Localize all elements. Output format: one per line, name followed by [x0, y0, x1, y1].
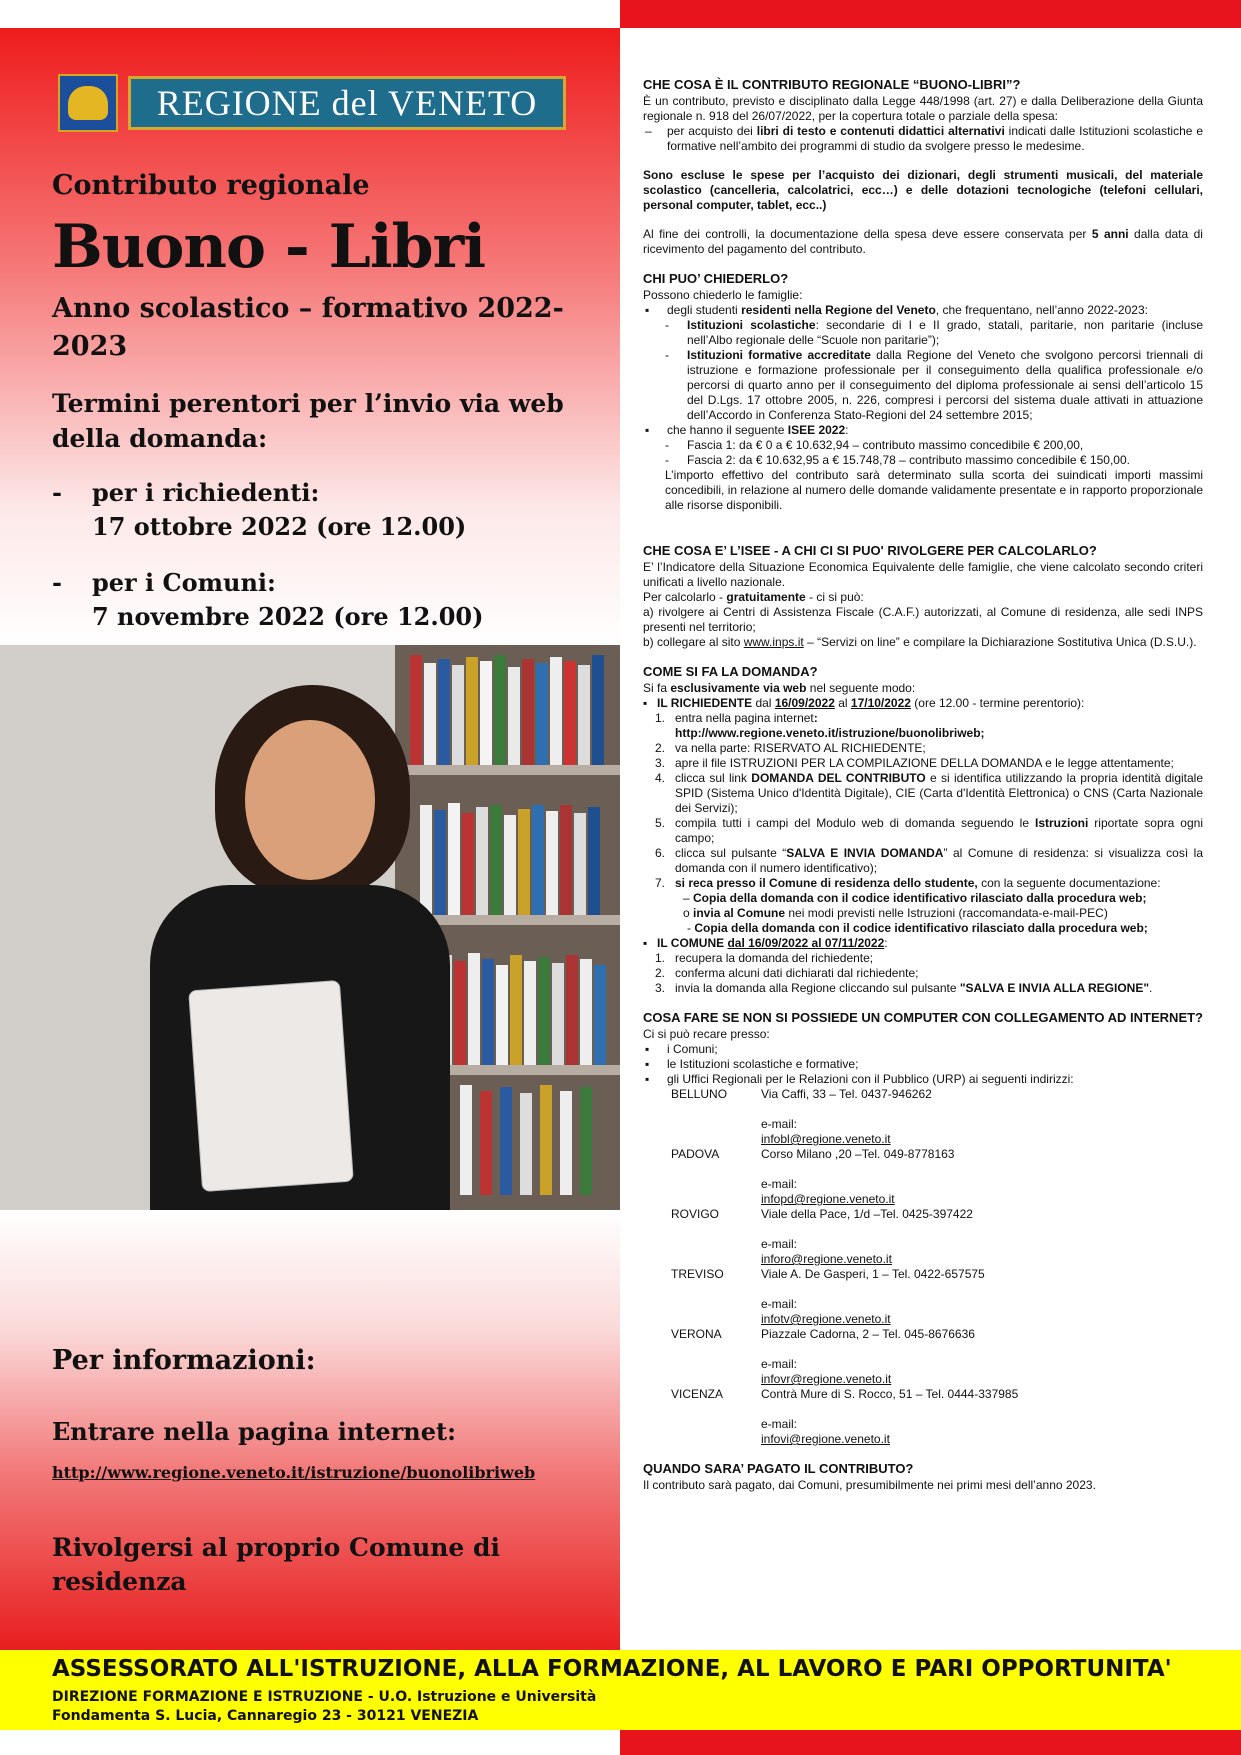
deadline-date: 17 ottobre 2022 (ore 12.00)	[92, 512, 467, 541]
list-item: 3. invia la domanda alla Regione cliccando sul pulsante "SALVA E INVIA ALLA REGIONE".	[655, 981, 1153, 995]
urp-city: BELLUNO	[671, 1087, 728, 1101]
urp-address: Corso Milano ,20 –Tel. 049-8778163	[761, 1147, 955, 1161]
list-item: 2. conferma alcuni dati dichiarati dal richiedente;	[655, 966, 919, 980]
paragraph: Si fa esclusivamente via web nel seguente modo:	[643, 681, 916, 695]
section-title: QUANDO SARA’ PAGATO IL CONTRIBUTO?	[643, 1461, 914, 1476]
list-item: 6. clicca sul pulsante “SALVA E INVIA DOMANDA” al Comune di residenza: si visualizza così la domanda con il numero identificativo);	[655, 846, 1204, 875]
section-title: CHE COSA È IL CONTRIBUTO REGIONALE “BUONO-LIBRI”?	[643, 77, 1021, 92]
footer-line-2: DIREZIONE FORMAZIONE E ISTRUZIONE - U.O. Istruzione e Università	[52, 1689, 597, 1705]
urp-email-link[interactable]: infobl@regione.veneto.it	[761, 1132, 891, 1146]
page-title: Buono - Libri	[52, 212, 486, 282]
paragraph-exclusions: Sono escluse le spese per l’acquisto dei dizionari, degli strumenti musicali, del materiale scolastico (cancelleria, calcolatrici, ecc…) e delle dotazioni tecnologiche (telefoni cellulari, personal computer, tablet, ecc..)	[643, 168, 1203, 212]
region-logo-text: REGIONE del VENETO	[128, 76, 566, 130]
list-item: o invia al Comune nei modi previsti nelle Istruzioni (raccomandata-e-mail-PEC)	[683, 906, 1108, 920]
dash: -	[52, 478, 62, 507]
info-heading: Per informazioni:	[52, 1345, 316, 1376]
list-item: ▪ che hanno il seguente ISEE 2022:	[645, 423, 849, 437]
top-red-bar	[620, 0, 1241, 28]
section-title: CHE COSA E’ L’ISEE - A CHI CI SI PUO' RIVOLGERE PER CALCOLARLO?	[643, 543, 1097, 558]
deadline-date: 7 novembre 2022 (ore 12.00)	[92, 602, 484, 631]
dash: -	[52, 568, 62, 597]
paragraph: Per calcolarlo - gratuitamente - ci si può:	[643, 590, 864, 604]
urp-address-table: BELLUNO Via Caffi, 33 – Tel. 0437-946262 e-mail: infobl@regione.veneto.it PADOVA Corso Milano ,20 –Tel. 049-8778163 e-mail: infopd@regione.veneto.it ROVIGO Viale della Pace, 1/d –Tel. 0425-397422 e-mail: inforo@regione.veneto.it TREVISO Viale A. De Gasperi, 1 – Tel. 0422-657575 e-mail: infotv@regione.veneto.it VERONA Piazzale Cadorna, 2 – Tel. 045-8676636 e-mail: infovr@regione.veneto.it VICENZA Contrà Mure di S. Rocco, 51 – Tel. 0444-337985 e-mail: infovi@regione.veneto.it	[643, 1087, 1203, 1447]
list-item: - Copia della domanda con il codice identificativo rilasciato dalla procedura web;	[687, 921, 1148, 935]
right-column	[643, 77, 1203, 1493]
list-item: 1. entra nella pagina internet: http://www.regione.veneto.it/istruzione/buonolibriweb;	[655, 711, 985, 740]
list-item: ▪ degli studenti residenti nella Regione del Veneto, che frequentano, nell’anno 2022-2023:	[645, 303, 1148, 317]
school-year: Anno scolastico – formativo 2022-2023	[52, 293, 564, 362]
deadline-heading: Termini perentori per l’invio via web della domanda:	[52, 389, 564, 453]
urp-city: VERONA	[671, 1327, 722, 1341]
list-item: - Istituzioni formative accreditate dalla Regione del Veneto che svolgono percorsi triennali di istruzione e formazione professionale per il conseguimento della qualifica professionale e/o percorsi di quarto anno per il conseguimento del diploma professionale ai sensi dell’articolo 15 del D.Lgs. 17 ottobre 2005, n. 226, compresi i percorsi del sistema duale attivati in attuazione dell’Accordo in Conferenza Stato-Regioni del 24 settembre 2015;	[665, 348, 1204, 422]
list-item: 4. clicca sul link DOMANDA DEL CONTRIBUTO e si identifica utilizzando la propria identità digitale SPID (Sistema Unico d'Identità Digitale), CIE (Carta d'Identità Elettronica) o CNS (Carta Nazionale dei Servizi);	[655, 771, 1204, 815]
section-title: CHI PUO’ CHIEDERLO?	[643, 271, 789, 286]
paragraph: Al fine dei controlli, la documentazione della spesa deve essere conservata per 5 anni dalla data di ricevimento del pagamento del contributo.	[643, 227, 1203, 256]
list-item: ▪ le Istituzioni scolastiche e formative;	[645, 1057, 859, 1071]
inps-link[interactable]: www.inps.it	[743, 635, 804, 649]
urp-city: ROVIGO	[671, 1207, 720, 1221]
list-item: a) rivolgere ai Centri di Assistenza Fiscale (C.A.F.) autorizzati, al Comune di residenza, alle sedi INPS presenti nel territorio;	[643, 605, 1203, 634]
urp-email-link[interactable]: infovi@regione.veneto.it	[761, 1432, 890, 1446]
list-item: - Fascia 2: da € 10.632,95 a € 15.748,78 – contributo massimo concedibile € 150,00.	[665, 453, 1130, 467]
lion-of-st-mark-icon	[58, 74, 118, 132]
list-item: 1. recupera la domanda del richiedente;	[655, 951, 874, 965]
list-item: 7. si reca presso il Comune di residenza dello studente, con la seguente documentazione:	[655, 876, 1161, 890]
list-item: – per acquisto dei libri di testo e contenuti didattici alternativi indicati dalle Istituzioni scolastiche e formative nell’ambito dei programmi di studio da svolgere presso le medesime.	[645, 124, 1203, 153]
urp-city: PADOVA	[671, 1147, 720, 1161]
laptop	[188, 980, 354, 1192]
urp-address: Contrà Mure di S. Rocco, 51 – Tel. 0444-337985	[761, 1387, 1019, 1401]
list-item: b) collegare al sito www.inps.it – “Servizi on line” e compilare la Dichiarazione Sostitutiva Unica (D.S.U.).	[643, 635, 1197, 649]
footer-band	[0, 1650, 1241, 1730]
urp-city: VICENZA	[671, 1387, 724, 1401]
list-item: 5. compila tutti i campi del Modulo web di domanda seguendo le Istruzioni riportate sopra ogni campo;	[655, 816, 1203, 845]
urp-email-link[interactable]: infotv@regione.veneto.it	[761, 1312, 891, 1326]
paragraph: È un contributo, previsto e disciplinato dalla Legge 448/1998 (art. 27) e dalla Deliberazione della Giunta regionale n. 918 del 26/07/2022, per la copertura totale o parziale della spesa:	[643, 94, 1203, 123]
list-item: - Fascia 1: da € 0 a € 10.632,94 – contributo massimo concedibile € 200,00,	[665, 438, 1084, 452]
list-item: ▪ IL COMUNE dal 16/09/2022 al 07/11/2022:	[643, 936, 888, 950]
application-url[interactable]: http://www.regione.veneto.it/istruzione/buonolibriweb;	[675, 726, 985, 740]
section-title: COSA FARE SE NON SI POSSIEDE UN COMPUTER CON COLLEGAMENTO AD INTERNET?	[643, 1010, 1204, 1025]
section-title: COME SI FA LA DOMANDA?	[643, 664, 818, 679]
paragraph: E’ l’Indicatore della Situazione Economica Equivalente delle famiglie, che viene calcolato secondo criteri unificati a livello nazionale.	[643, 560, 1203, 589]
deadline-label: per i richiedenti:	[92, 478, 320, 507]
urp-city: TREVISO	[671, 1267, 724, 1281]
paragraph: Il contributo sarà pagato, dai Comuni, presumibilmente nei primi mesi dell’anno 2023.	[643, 1478, 1096, 1492]
info-comune: Rivolgersi al proprio Comune di residenza	[52, 1533, 501, 1596]
list-item: - Istituzioni scolastiche: secondarie di I e II grado, statali, paritarie, non paritarie (incluse nell’Albo regionale delle “Scuole non paritarie”);	[665, 318, 1203, 347]
info-url-link[interactable]: http://www.regione.veneto.it/istruzione/buonolibriweb	[52, 1463, 536, 1482]
urp-address: Viale A. De Gasperi, 1 – Tel. 0422-657575	[761, 1267, 985, 1281]
bottom-red-bar	[620, 1730, 1241, 1755]
region-logo	[58, 74, 568, 132]
footer-line-1: ASSESSORATO ALL'ISTRUZIONE, ALLA FORMAZIONE, AL LAVORO E PARI OPPORTUNITA'	[52, 1656, 1172, 1682]
urp-email-link[interactable]: infopd@regione.veneto.it	[761, 1192, 895, 1206]
urp-email-link[interactable]: infovr@regione.veneto.it	[761, 1372, 892, 1386]
list-item: ▪ gli Uffici Regionali per le Relazioni con il Pubblico (URP) ai seguenti indirizzi:	[645, 1072, 1074, 1086]
list-item: – Copia della domanda con il codice identificativo rilasciato dalla procedura web;	[683, 891, 1147, 905]
info-web-label: Entrare nella pagina internet:	[52, 1417, 456, 1446]
list-item: 3. apre il file ISTRUZIONI PER LA COMPILAZIONE DELLA DOMANDA e le legge attentamente;	[655, 756, 1174, 770]
kicker: Contributo regionale	[52, 170, 370, 201]
deadline-label: per i Comuni:	[92, 568, 276, 597]
list-item: 2. va nella parte: RISERVATO AL RICHIEDENTE;	[655, 741, 926, 755]
list-item: ▪ i Comuni;	[645, 1042, 718, 1056]
paragraph: L’importo effettivo del contributo sarà determinato sulla scorta dei suindicati importi massimi concedibili, in relazione al numero delle domande validamente presentate e in rapporto proporzionale alle risorse disponibili.	[665, 468, 1203, 512]
paragraph: Possono chiederlo le famiglie:	[643, 288, 803, 302]
urp-address: Viale della Pace, 1/d –Tel. 0425-397422	[761, 1207, 973, 1221]
urp-email-link[interactable]: inforo@regione.veneto.it	[761, 1252, 892, 1266]
footer-line-3: Fondamenta S. Lucia, Cannaregio 23 - 30121 VENEZIA	[52, 1708, 479, 1724]
list-item: ▪ IL RICHIEDENTE dal 16/09/2022 al 17/10/2022 (ore 12.00 - termine perentorio):	[643, 696, 1085, 710]
urp-address: Piazzale Cadorna, 2 – Tel. 045-8676636	[761, 1327, 975, 1341]
student-photo	[0, 645, 620, 1210]
paragraph: Ci si può recare presso:	[643, 1027, 770, 1041]
urp-address: Via Caffi, 33 – Tel. 0437-946262	[761, 1087, 932, 1101]
